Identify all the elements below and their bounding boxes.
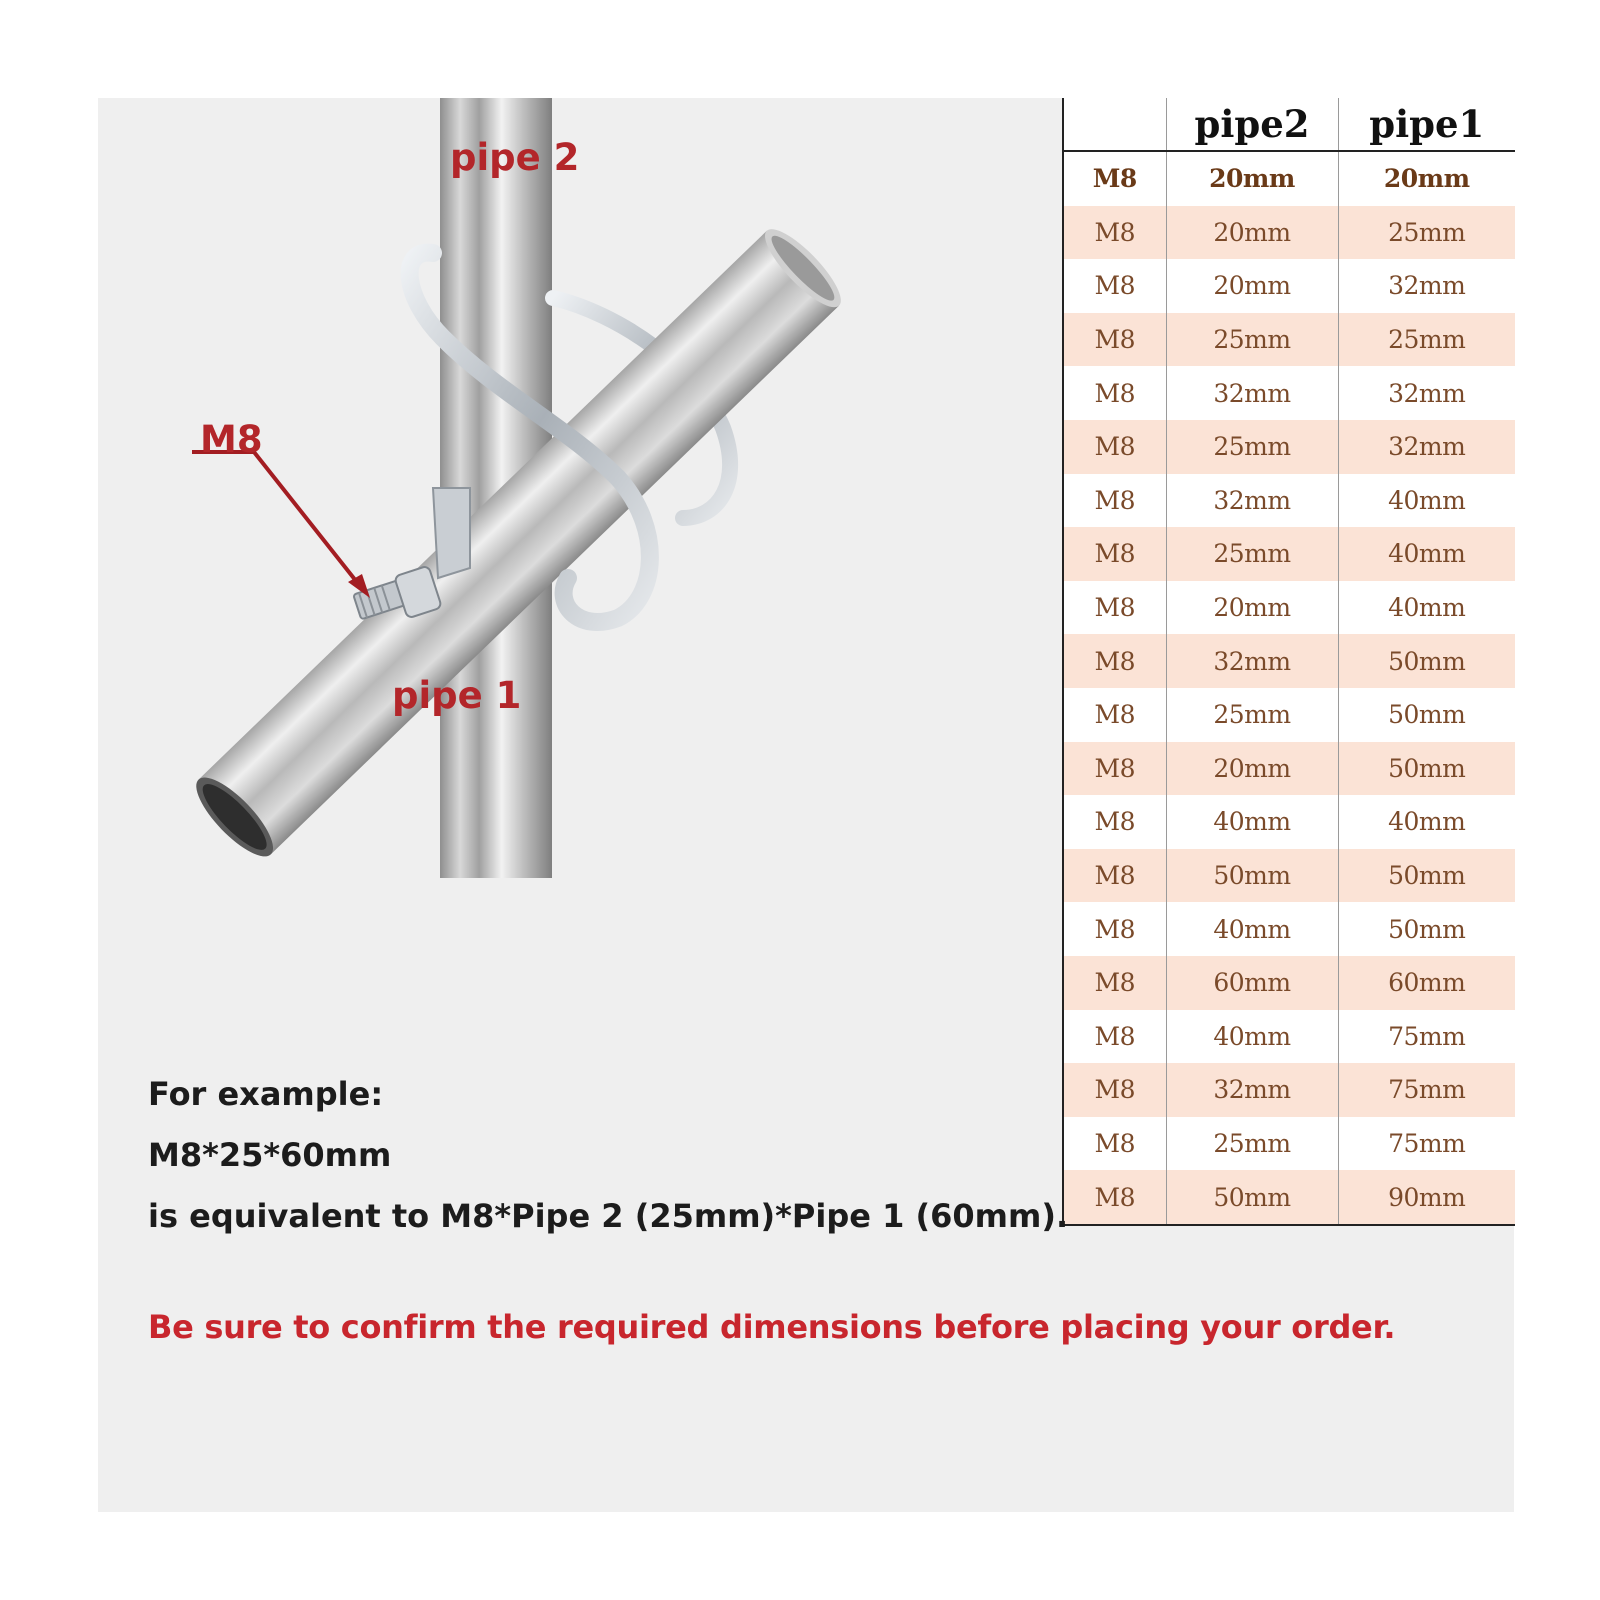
table-cell: 25mm (1338, 313, 1515, 367)
table-row (1063, 902, 1515, 956)
table-cell: 20mm (1338, 151, 1515, 206)
table-row (1063, 259, 1515, 313)
table-cell: M8 (1063, 634, 1166, 688)
table-cell: 32mm (1166, 1063, 1338, 1117)
table-cell: 50mm (1166, 1170, 1338, 1225)
table-cell: 25mm (1166, 1117, 1338, 1171)
table-row (1063, 1117, 1515, 1171)
table-cell: 75mm (1338, 1117, 1515, 1171)
table-cell: M8 (1063, 795, 1166, 849)
table-row (1063, 849, 1515, 903)
table-cell: 75mm (1338, 1010, 1515, 1064)
table-cell: M8 (1063, 1170, 1166, 1225)
header-cell (1063, 98, 1166, 151)
table-row (1063, 420, 1515, 474)
table-cell: 40mm (1338, 474, 1515, 528)
header-cell: pipe2 (1166, 98, 1338, 151)
table-row (1063, 474, 1515, 528)
table-cell: 25mm (1166, 420, 1338, 474)
pipe-clamp-photo (98, 98, 940, 878)
table-cell: 32mm (1338, 420, 1515, 474)
table-row (1063, 1170, 1515, 1225)
table-header-row (1063, 98, 1515, 151)
table-cell: M8 (1063, 956, 1166, 1010)
table-cell: 40mm (1166, 795, 1338, 849)
table-cell: M8 (1063, 742, 1166, 796)
table-cell: 25mm (1166, 688, 1338, 742)
table-cell: 25mm (1166, 313, 1338, 367)
table-cell: M8 (1063, 259, 1166, 313)
m8-bolt-label: M8 (200, 418, 263, 461)
size-table (1062, 98, 1515, 1226)
table-cell: M8 (1063, 420, 1166, 474)
table-row (1063, 1063, 1515, 1117)
example-line: For example: (148, 1075, 384, 1113)
table-cell: M8 (1063, 849, 1166, 903)
example-line: M8*25*60mm (148, 1136, 392, 1174)
table-row (1063, 956, 1515, 1010)
table-row (1063, 313, 1515, 367)
table-cell: M8 (1063, 313, 1166, 367)
table-row (1063, 688, 1515, 742)
table-cell: 90mm (1338, 1170, 1515, 1225)
table-cell: M8 (1063, 474, 1166, 528)
table-cell: 20mm (1166, 151, 1338, 206)
table-cell: 40mm (1338, 581, 1515, 635)
table-cell: 20mm (1166, 206, 1338, 260)
pipe-1-label: pipe 1 (392, 674, 522, 717)
arrow-icon (192, 452, 370, 598)
clamp-saddle (433, 488, 470, 578)
table-cell: M8 (1063, 1117, 1166, 1171)
table-cell: 20mm (1166, 259, 1338, 313)
table-cell: 25mm (1166, 527, 1338, 581)
table-cell: M8 (1063, 1010, 1166, 1064)
table-cell: M8 (1063, 206, 1166, 260)
table-cell: 50mm (1338, 742, 1515, 796)
example-text (148, 1064, 1068, 1247)
example-line: is equivalent to M8*Pipe 2 (25mm)*Pipe 1 (60mm). (148, 1197, 1069, 1235)
table-cell: M8 (1063, 366, 1166, 420)
table-cell: M8 (1063, 1063, 1166, 1117)
table-cell: 50mm (1338, 634, 1515, 688)
table-cell: 40mm (1166, 1010, 1338, 1064)
table-cell: 32mm (1338, 259, 1515, 313)
table-cell: 40mm (1338, 795, 1515, 849)
table-cell: M8 (1063, 902, 1166, 956)
table-row (1063, 151, 1515, 206)
table-cell: 75mm (1338, 1063, 1515, 1117)
table-cell: 50mm (1338, 688, 1515, 742)
table-cell: 32mm (1166, 634, 1338, 688)
table-row (1063, 742, 1515, 796)
table-cell: 50mm (1338, 849, 1515, 903)
table-cell: 60mm (1166, 956, 1338, 1010)
table-cell: M8 (1063, 581, 1166, 635)
table-cell: 50mm (1166, 849, 1338, 903)
table-cell: 25mm (1338, 206, 1515, 260)
table-cell: 32mm (1338, 366, 1515, 420)
table-cell: 32mm (1166, 366, 1338, 420)
table-cell: 40mm (1338, 527, 1515, 581)
table-row (1063, 527, 1515, 581)
table-cell: M8 (1063, 151, 1166, 206)
table-row (1063, 634, 1515, 688)
pipe-2-label: pipe 2 (450, 136, 580, 179)
table-cell: 40mm (1166, 902, 1338, 956)
table-row (1063, 795, 1515, 849)
table-row (1063, 1010, 1515, 1064)
table-row (1063, 366, 1515, 420)
table-cell: M8 (1063, 527, 1166, 581)
table-row (1063, 581, 1515, 635)
table-cell: 32mm (1166, 474, 1338, 528)
header-cell: pipe1 (1338, 98, 1515, 151)
table-cell: 50mm (1338, 902, 1515, 956)
table-row (1063, 206, 1515, 260)
table-cell: 60mm (1338, 956, 1515, 1010)
order-warning: Be sure to confirm the required dimensions before placing your order. (148, 1308, 1396, 1346)
table-cell: 20mm (1166, 742, 1338, 796)
table-cell: M8 (1063, 688, 1166, 742)
table-cell: 20mm (1166, 581, 1338, 635)
